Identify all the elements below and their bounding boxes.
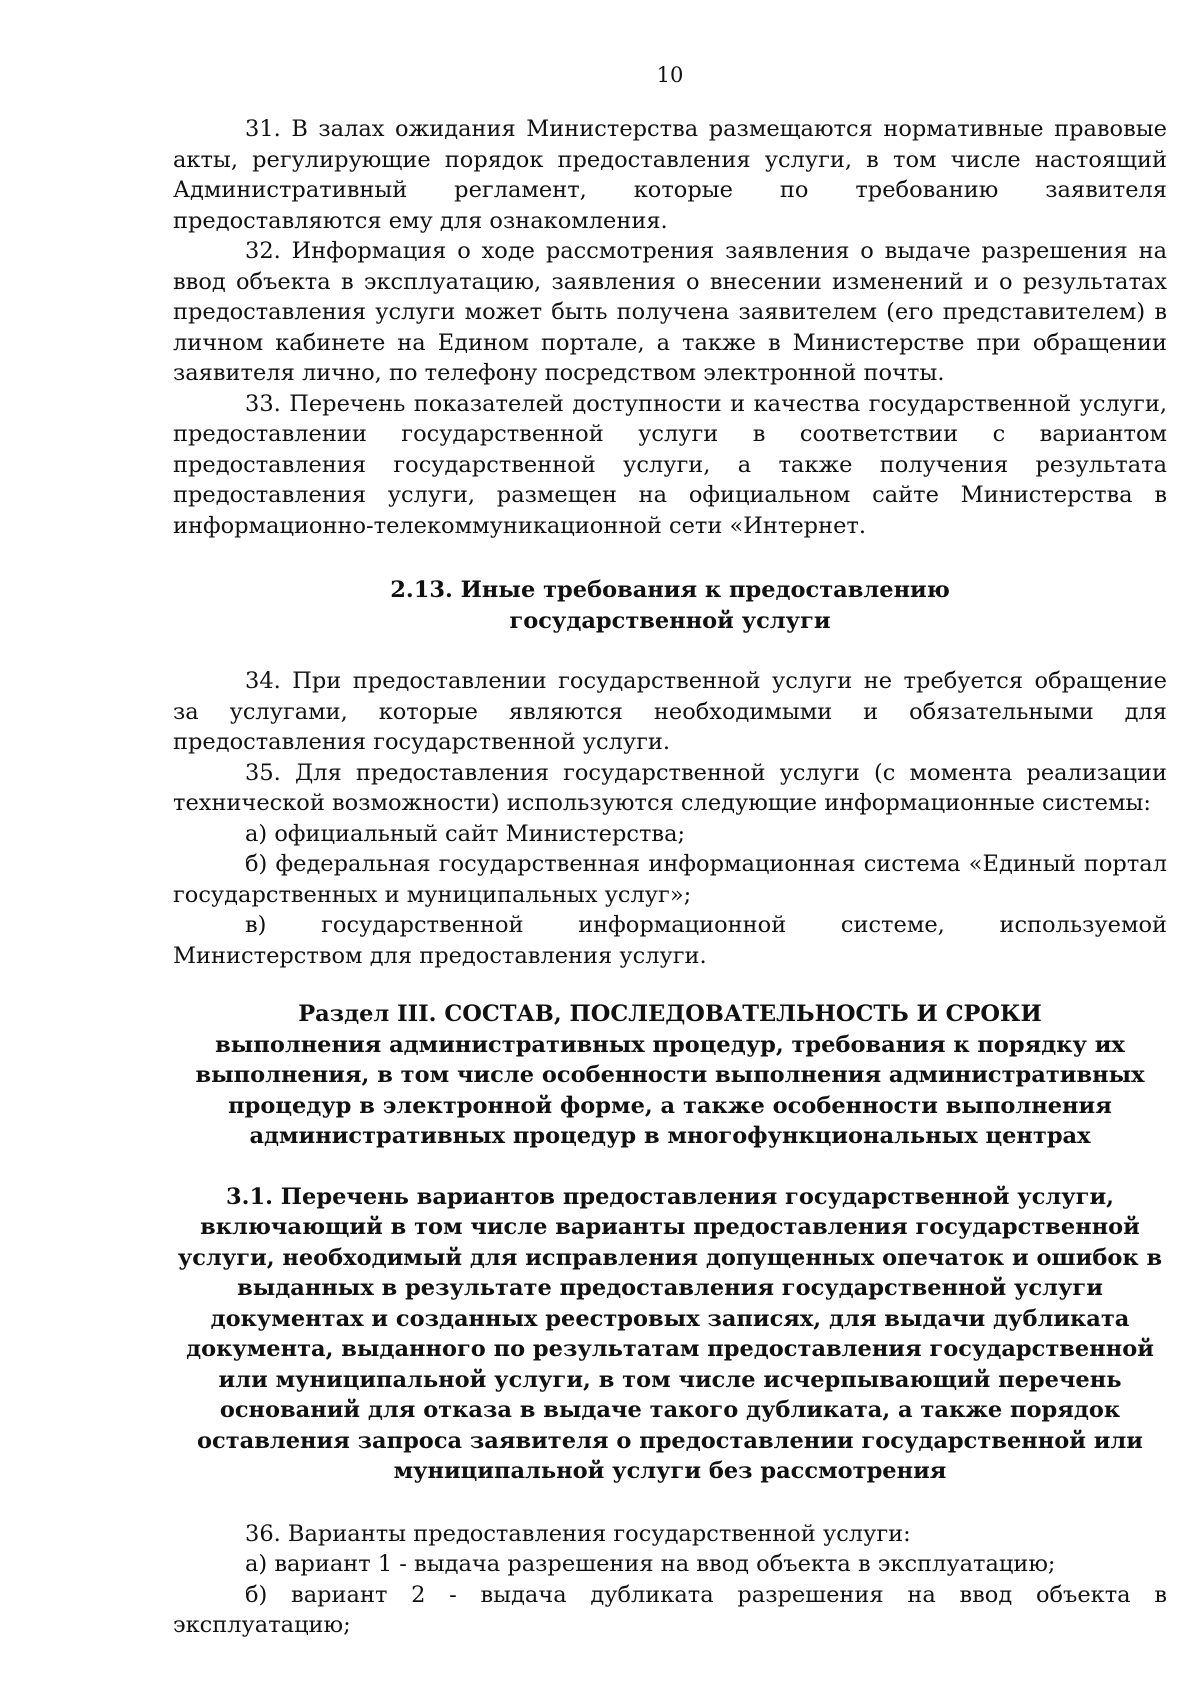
paragraph-34: 34. При предоставлении государственной услуги не требуется обращение за услугами, которые являются необходимыми и обязательными для предоставления государственной услуги. xyxy=(173,668,1167,755)
document-page xyxy=(173,60,1167,1641)
heading-3-1: 3.1. Перечень вариантов предоставления государственной услуги, включающий в том числе варианты предоставления государственной услуги, необходимый для исправления допущенных опечаток и ошибок в выданных в результате предоставления государственной услуги документах и созданных реестровых записях, для выдачи дубликата документа, выданного по результатам предоставления государственной или муниципальной услуги, в том числе исчерпывающий перечень оснований для отказа в выдаче такого дубликата, а также порядок оставления запроса заявителя о предоставлении государственной или муниципальной услуги без рассмотрения xyxy=(177,1183,1163,1484)
paragraph-33: 33. Перечень показателей доступности и качества государственной услуги, предоставлении государственной услуги в соответствии с вариантом предоставления государственной услуги, а также получения результата предоставления услуги, размещен на официальном сайте Министерства в информационно-телекоммуникационной сети «Интернет. xyxy=(173,390,1167,539)
heading-2-13: 2.13. Иные требования к предоставлению государственной услуги xyxy=(390,577,950,634)
paragraph-36: 36. Варианты предоставления государственной услуги: xyxy=(245,1520,911,1547)
paragraph-35: 35. Для предоставления государственной услуги (с момента реализации технической возможности) используются следующие информационные системы: xyxy=(173,759,1167,816)
section-3-subtitle: выполнения административных процедур, требования к порядку их выполнения, в том числе особенности выполнения административных процедур в электронной форме, а также особенности выполнения административных процедур в многофункциональных центрах xyxy=(195,1031,1145,1149)
list-item-v: в) государственной информационной системе, используемой Министерством для предоставления услуги. xyxy=(173,912,1167,969)
list-item-a: а) официальный сайт Министерства; xyxy=(245,820,686,847)
paragraph-31: 31. В залах ожидания Министерства размещаются нормативные правовые акты, регулирующие порядок предоставления услуги, в том числе настоящий Административный регламент, которые по требованию заявителя предоставляются ему для ознакомления. xyxy=(173,116,1167,234)
list-item-b: б) федеральная государственная информационная система «Единый портал государственных и муниципальных услуг»; xyxy=(173,851,1167,908)
paragraph-32: 32. Информация о ходе рассмотрения заявления о выдаче разрешения на ввод объекта в эксплуатацию, заявления о внесении изменений и о результатах предоставления услуги может быть получена заявителем (его представителем) в личном кабинете на Едином портале, а также в Министерстве при обращении заявителя лично, по телефону посредством электронной почты. xyxy=(173,238,1167,386)
variant-2: б) вариант 2 - выдача дубликата разрешения на ввод объекта в эксплуатацию; xyxy=(173,1581,1167,1638)
section-3-title: Раздел III. СОСТАВ, ПОСЛЕДОВАТЕЛЬНОСТЬ И СРОКИ xyxy=(298,1001,1042,1027)
page-number: 10 xyxy=(656,63,684,87)
variant-1: а) вариант 1 - выдача разрешения на ввод объекта в эксплуатацию; xyxy=(245,1551,1056,1577)
